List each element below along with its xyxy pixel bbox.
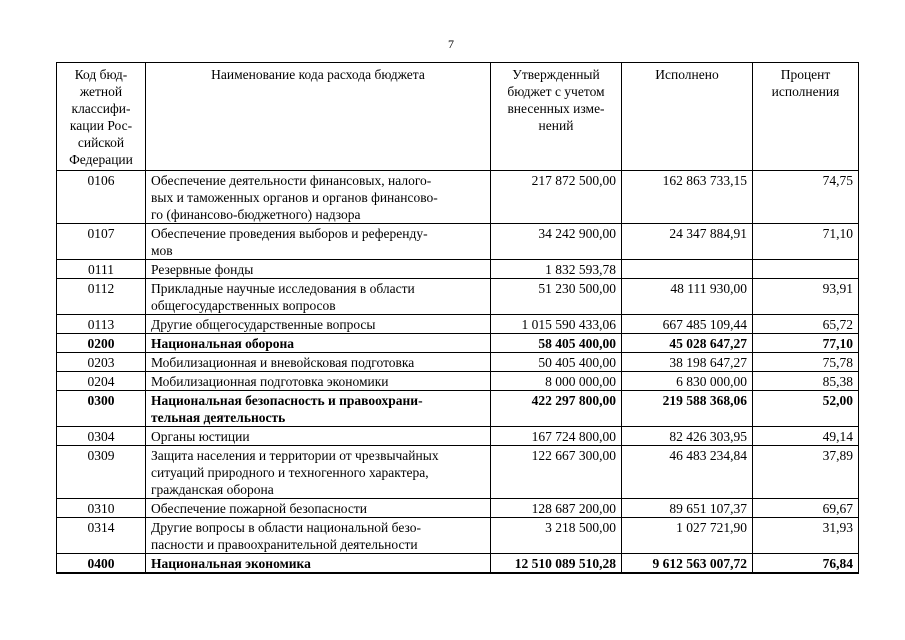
row-percent: 74,75 — [753, 171, 859, 224]
row-executed: 9 612 563 007,72 — [622, 554, 753, 574]
row-code: 0200 — [57, 334, 146, 353]
row-executed: 162 863 733,15 — [622, 171, 753, 224]
row-percent: 71,10 — [753, 224, 859, 260]
row-code: 0107 — [57, 224, 146, 260]
row-executed: 667 485 109,44 — [622, 315, 753, 334]
row-code: 0309 — [57, 446, 146, 499]
row-approved: 422 297 800,00 — [491, 391, 622, 427]
row-executed: 6 830 000,00 — [622, 372, 753, 391]
row-approved: 1 015 590 433,06 — [491, 315, 622, 334]
row-executed: 46 483 234,84 — [622, 446, 753, 499]
row-percent: 37,89 — [753, 446, 859, 499]
row-approved: 3 218 500,00 — [491, 518, 622, 554]
table-row — [57, 353, 859, 372]
row-name: Национальная экономика — [146, 554, 491, 574]
row-executed: 89 651 107,37 — [622, 499, 753, 518]
row-code: 0113 — [57, 315, 146, 334]
row-code: 0112 — [57, 279, 146, 315]
row-approved: 51 230 500,00 — [491, 279, 622, 315]
row-name: Органы юстиции — [146, 427, 491, 446]
row-percent: 75,78 — [753, 353, 859, 372]
row-approved: 34 242 900,00 — [491, 224, 622, 260]
row-name: Мобилизационная подготовка экономики — [146, 372, 491, 391]
header-code: Код бюд- жетной классифи- кации Рос- сийской Федерации — [57, 63, 146, 171]
header-executed: Исполнено — [622, 63, 753, 171]
table-row — [57, 279, 859, 315]
row-executed: 45 028 647,27 — [622, 334, 753, 353]
row-code: 0300 — [57, 391, 146, 427]
table-row — [57, 315, 859, 334]
row-code: 0203 — [57, 353, 146, 372]
row-executed: 1 027 721,90 — [622, 518, 753, 554]
header-percent: Процент исполнения — [753, 63, 859, 171]
row-percent: 49,14 — [753, 427, 859, 446]
row-percent: 52,00 — [753, 391, 859, 427]
row-percent: 65,72 — [753, 315, 859, 334]
row-percent: 77,10 — [753, 334, 859, 353]
row-percent: 31,93 — [753, 518, 859, 554]
row-name: Резервные фонды — [146, 260, 491, 279]
table-row — [57, 518, 859, 554]
row-executed: 219 588 368,06 — [622, 391, 753, 427]
table-row — [57, 171, 859, 224]
row-approved: 217 872 500,00 — [491, 171, 622, 224]
table-row — [57, 334, 859, 353]
row-name: Защита населения и территории от чрезвычайных ситуаций природного и техногенного характера, гражданская оборона — [146, 446, 491, 499]
row-approved: 128 687 200,00 — [491, 499, 622, 518]
row-approved: 8 000 000,00 — [491, 372, 622, 391]
row-code: 0310 — [57, 499, 146, 518]
table-header-row — [57, 63, 859, 171]
row-name: Прикладные научные исследования в области общегосударственных вопросов — [146, 279, 491, 315]
row-code: 0304 — [57, 427, 146, 446]
budget-expenditure-table — [56, 62, 859, 574]
row-name: Другие вопросы в области национальной безо- пасности и правоохранительной деятельности — [146, 518, 491, 554]
row-percent: 76,84 — [753, 554, 859, 574]
row-code: 0106 — [57, 171, 146, 224]
table-row — [57, 554, 859, 574]
table-row — [57, 446, 859, 499]
row-approved: 12 510 089 510,28 — [491, 554, 622, 574]
row-executed — [622, 260, 753, 279]
row-approved: 1 832 593,78 — [491, 260, 622, 279]
row-code: 0400 — [57, 554, 146, 574]
row-approved: 50 405 400,00 — [491, 353, 622, 372]
header-name: Наименование кода расхода бюджета — [146, 63, 491, 171]
table-row — [57, 224, 859, 260]
page-number: 7 — [448, 37, 454, 51]
table-row — [57, 260, 859, 279]
row-name: Национальная оборона — [146, 334, 491, 353]
row-executed: 82 426 303,95 — [622, 427, 753, 446]
row-percent: 69,67 — [753, 499, 859, 518]
table-row — [57, 499, 859, 518]
row-name: Обеспечение деятельности финансовых, налого- вых и таможенных органов и органов финансово- го (финансово-бюджетного) надзора — [146, 171, 491, 224]
row-percent: 85,38 — [753, 372, 859, 391]
row-percent — [753, 260, 859, 279]
table-body — [57, 171, 859, 574]
row-name: Национальная безопасность и правоохрани- тельная деятельность — [146, 391, 491, 427]
row-executed: 24 347 884,91 — [622, 224, 753, 260]
header-approved: Утвержденный бюджет с учетом внесенных изме- нений — [491, 63, 622, 171]
row-name: Обеспечение проведения выборов и референду- мов — [146, 224, 491, 260]
table-row — [57, 427, 859, 446]
table-row — [57, 372, 859, 391]
row-code: 0204 — [57, 372, 146, 391]
row-executed: 48 111 930,00 — [622, 279, 753, 315]
row-approved: 58 405 400,00 — [491, 334, 622, 353]
row-code: 0111 — [57, 260, 146, 279]
row-name: Обеспечение пожарной безопасности — [146, 499, 491, 518]
row-executed: 38 198 647,27 — [622, 353, 753, 372]
row-name: Мобилизационная и вневойсковая подготовка — [146, 353, 491, 372]
row-approved: 167 724 800,00 — [491, 427, 622, 446]
row-code: 0314 — [57, 518, 146, 554]
row-name: Другие общегосударственные вопросы — [146, 315, 491, 334]
row-percent: 93,91 — [753, 279, 859, 315]
row-approved: 122 667 300,00 — [491, 446, 622, 499]
table-row — [57, 391, 859, 427]
